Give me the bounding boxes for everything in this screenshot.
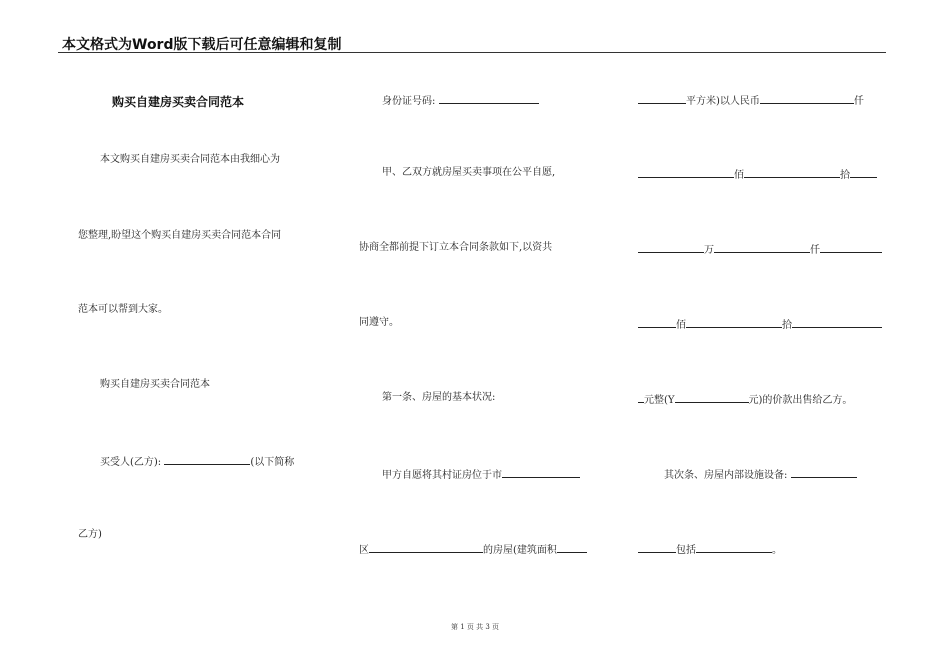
yuan-amount-blank [675, 392, 749, 403]
shi-blank-2 [686, 317, 782, 328]
rmb-blank [760, 93, 854, 104]
buyer-name-blank [164, 454, 250, 465]
buyer-line [100, 454, 294, 469]
sell-text: 元)的价款出售给乙方。 [748, 395, 853, 406]
sqm-unit-text: 平方米)以人民币 [686, 96, 760, 107]
shi-tail-blank-2 [792, 317, 882, 328]
property-location-text: 甲方自愿将其村证房位于市 [382, 470, 502, 481]
district-char: 区 [359, 545, 369, 556]
shi-tail-blank [850, 167, 877, 178]
district-line [359, 542, 587, 557]
page-footer: 第 1 页 共 3 页 [450, 623, 500, 631]
id-number-line [382, 93, 539, 108]
facilities-blank [791, 467, 857, 478]
agreement-line-3: 同遵守。 [359, 317, 399, 328]
article-2-heading: 其次条、房屋内部设施设备: [664, 470, 788, 481]
intro-line-1: 本文购买自建房买卖合同范本由我细心为 [100, 154, 280, 165]
buyer-label: 买受人(乙方): [100, 457, 162, 468]
header-divider [58, 52, 886, 53]
include-line [638, 542, 782, 557]
document-title: 购买自建房买卖合同范本 [112, 95, 245, 109]
price-line-3 [638, 242, 882, 257]
qian-blank [714, 242, 810, 253]
qian-tail-blank [820, 242, 882, 253]
document-header: 本文格式为Word版下载后可任意编辑和复制 [62, 37, 342, 53]
bai-blank-2 [638, 317, 676, 328]
price-line-4 [638, 317, 882, 332]
agreement-line-1: 甲、乙双方就房屋买卖事项在公平自愿, [382, 167, 556, 178]
city-blank [502, 467, 580, 478]
article-1-heading: 第一条、房屋的基本状况: [382, 392, 496, 403]
include-text: 包括 [676, 545, 696, 556]
property-location-line [382, 467, 580, 482]
bai-char-1: 佰 [734, 170, 744, 181]
include-period: 。 [772, 545, 782, 556]
subtitle-line: 购买自建房买卖合同范本 [100, 379, 210, 390]
include-items-blank [696, 542, 772, 553]
bai-blank-1 [638, 167, 734, 178]
article-2-line [664, 467, 857, 482]
buyer-abbrev-line: 乙方) [78, 529, 102, 540]
district-blank [369, 542, 483, 553]
agreement-line-2: 协商全都前提下订立本合同条款如下,以资共 [359, 242, 553, 253]
price-line-2 [638, 167, 877, 182]
intro-line-2: 您整理,盼望这个购买自建房买卖合同范本合同 [78, 230, 282, 241]
area-blank [557, 542, 587, 553]
wan-char: 万 [704, 245, 714, 256]
price-line-5 [638, 392, 852, 407]
id-number-label: 身份证号码: [382, 96, 436, 107]
buyer-suffix: (以下简称 [250, 457, 295, 468]
wan-blank [638, 242, 704, 253]
yuan-zheng-text: 元整(Y [644, 395, 675, 406]
shi-char-1: 拾 [840, 170, 850, 181]
bai-char-2: 佰 [676, 320, 686, 331]
intro-line-3: 范本可以帮到大家。 [78, 304, 168, 315]
qian-char-1: 仟 [853, 96, 864, 107]
include-lead-blank [638, 542, 676, 553]
shi-blank-1 [744, 167, 840, 178]
price-line-1 [638, 93, 864, 108]
qian-char-2: 仟 [810, 245, 820, 256]
shi-char-2: 拾 [782, 320, 792, 331]
id-number-blank [439, 93, 539, 104]
house-area-text: 的房屋(建筑面积 [483, 545, 557, 556]
sqm-blank [638, 93, 686, 104]
